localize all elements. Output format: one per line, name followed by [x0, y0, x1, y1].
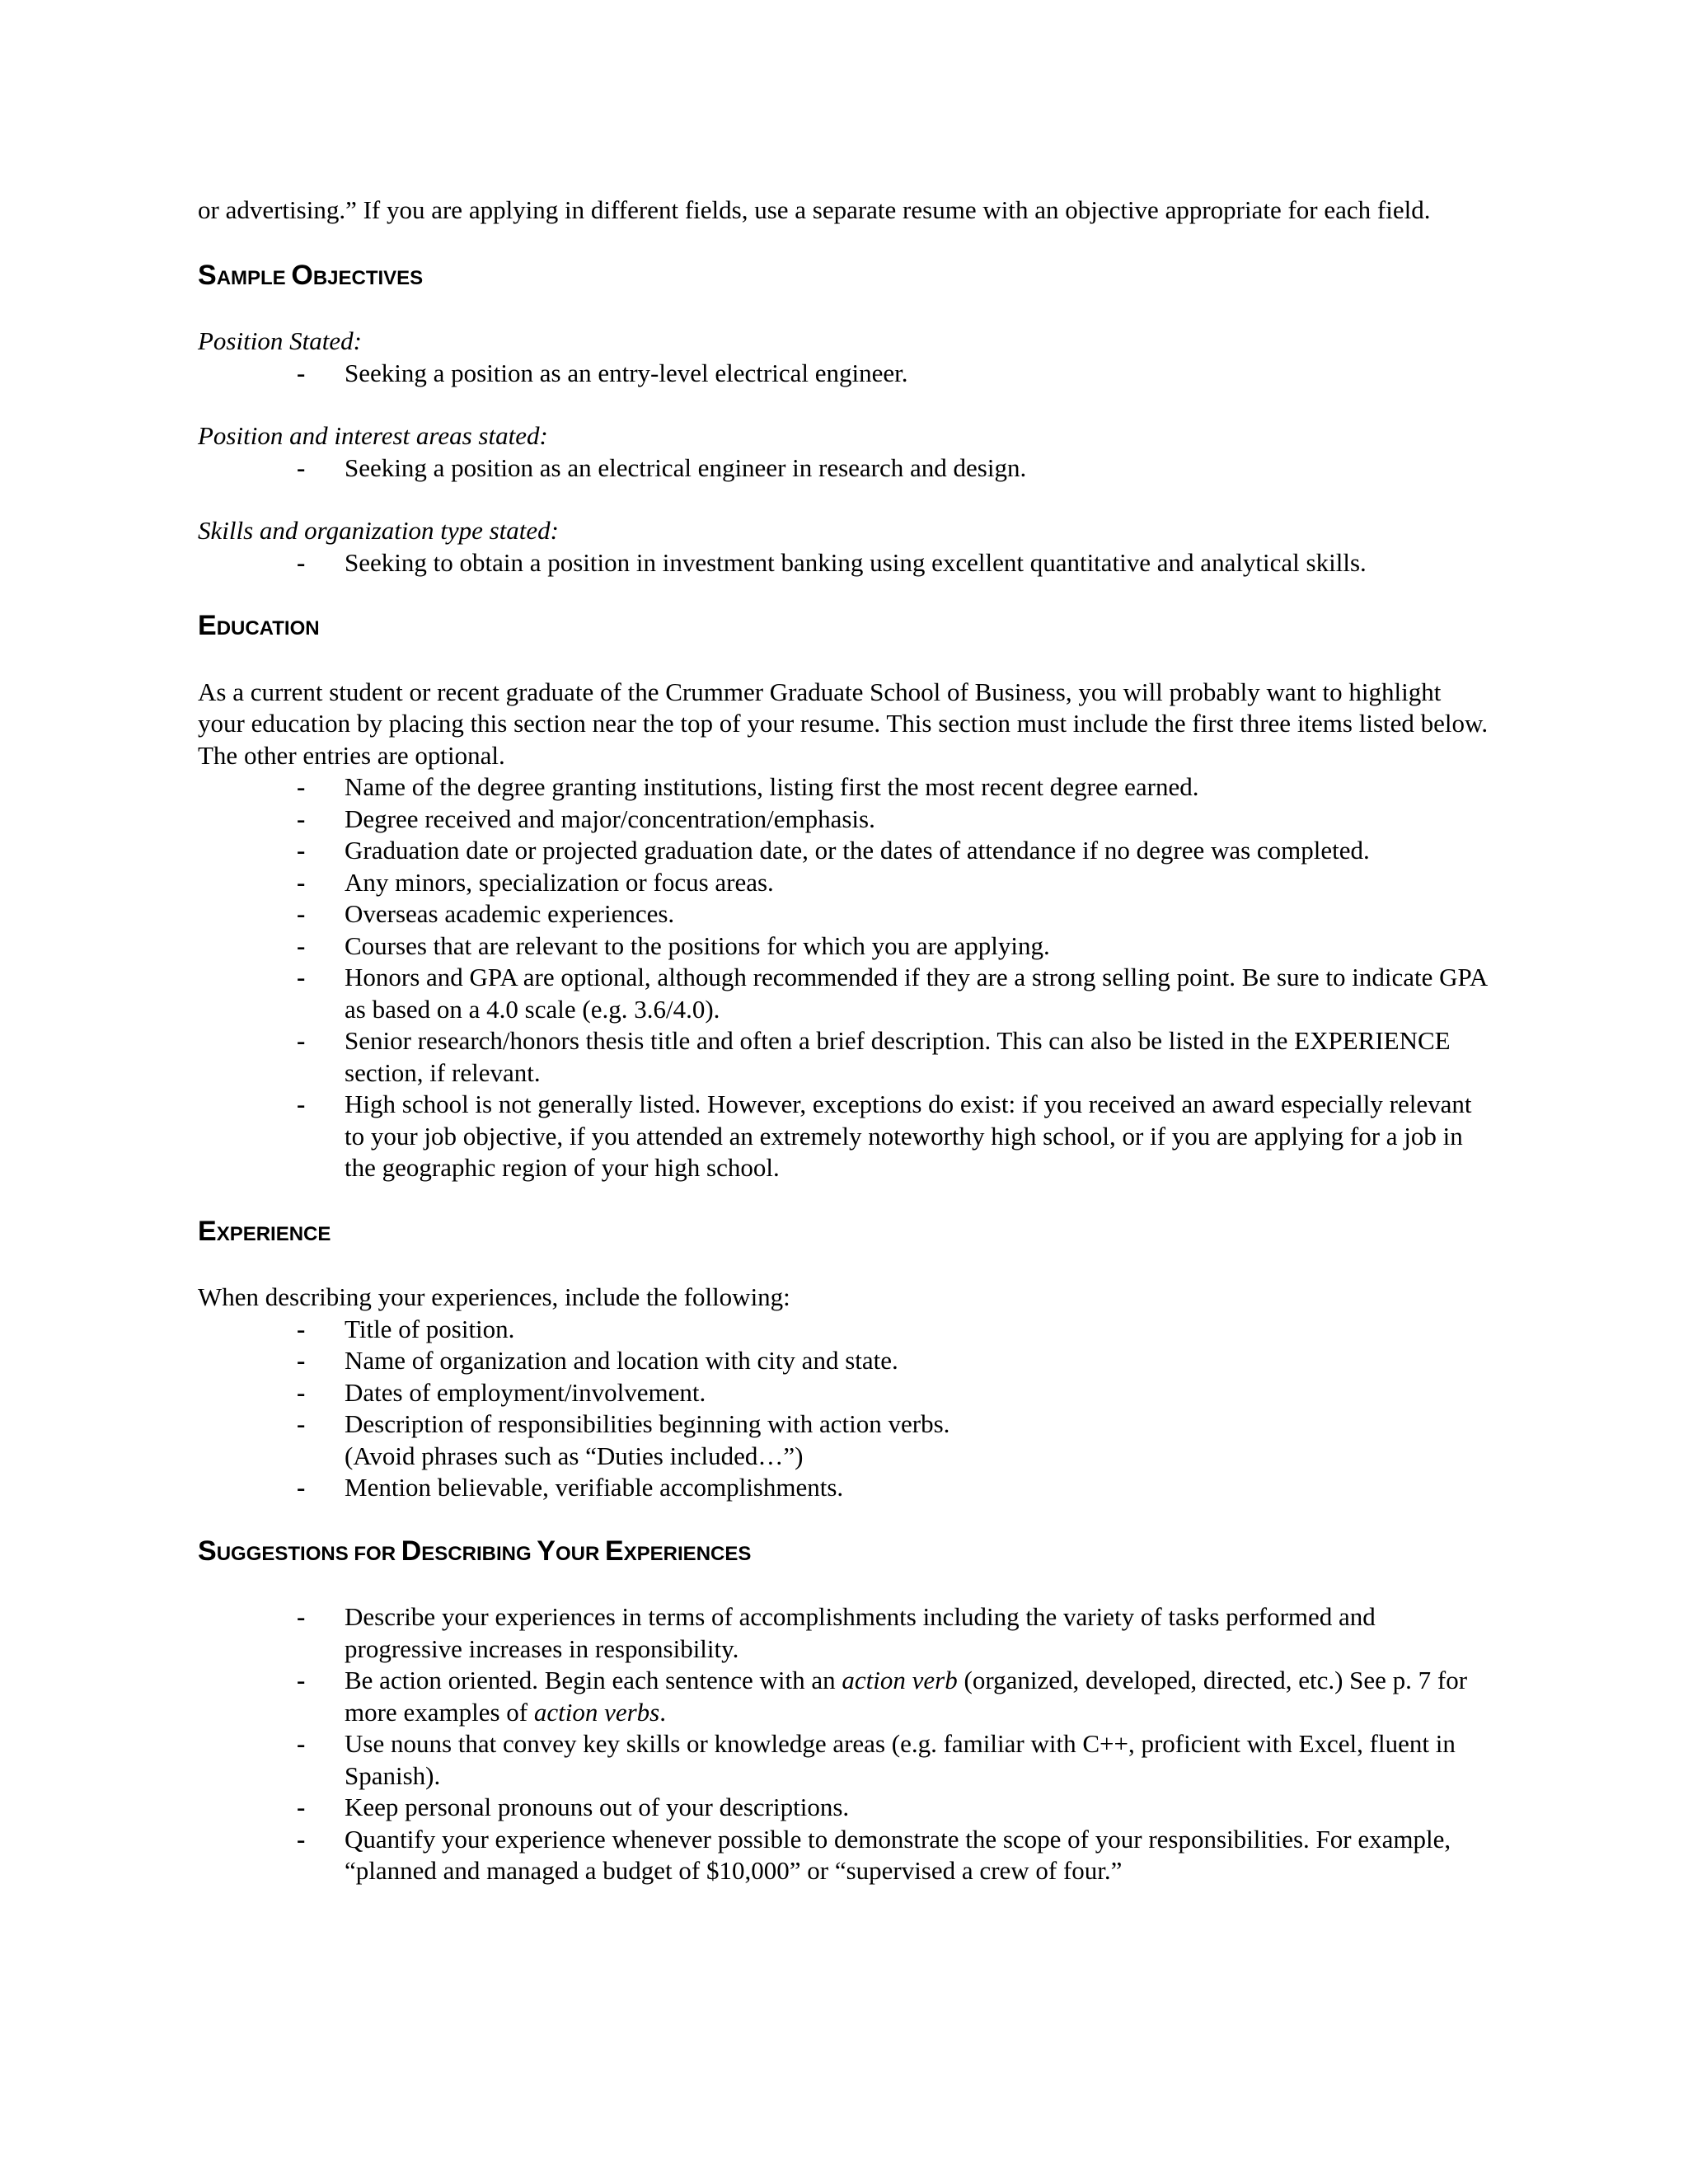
heading-experience: EXPERIENCE — [198, 1215, 331, 1247]
dash-bullet: - — [297, 899, 306, 928]
objective-label-1: Position Stated: — [198, 326, 362, 355]
experience-intro: When describing your experiences, include the following: — [198, 1282, 790, 1311]
objective-label-3: Skills and organization type stated: — [198, 516, 559, 545]
list-item: - Overseas academic experiences. — [345, 898, 1492, 930]
experience-list — [198, 1314, 1492, 1504]
list-item: - Graduation date or projected graduation date, or the dates of attendance if no degree was completed. — [345, 835, 1492, 867]
dash-bullet: - — [297, 1314, 306, 1343]
dash-bullet: - — [297, 1090, 306, 1118]
dash-bullet: - — [297, 867, 306, 897]
list-item: - Name of organization and location with city and state. — [345, 1345, 1492, 1377]
list-item: - Quantify your experience whenever possible to demonstrate the scope of your responsibilities. For example, “planned and managed a budget of $10,000” or “supervised a crew of four.” — [297, 1824, 1451, 1885]
list-item: - Mention believable, verifiable accomplishments. — [345, 1472, 1492, 1504]
list-item: - Keep personal pronouns out of your descriptions. — [345, 1792, 1492, 1824]
list-item: - Any minors, specialization or focus areas. — [345, 867, 1492, 899]
dash-bullet: - — [297, 930, 306, 960]
heading-suggestions: SUGGESTIONS FOR DESCRIBING YOUR EXPERIENCES — [198, 1535, 752, 1567]
list-item: - Senior research/honors thesis title and often a brief description. This can also be listed in the EXPERIENCE section, if relevant. — [297, 1026, 1451, 1087]
objective-list-2 — [198, 452, 1492, 485]
list-item: - Honors and GPA are optional, although recommended if they are a strong selling point. Be sure to indicate GPA as based on a 4.0 scale (e.g. 3.6/4.0). — [297, 963, 1487, 1024]
education-intro: As a current student or recent graduate of the Crummer Graduate School of Business, you will probably want to highlight your education by placing this section near the top of your resume. This section must include the first three items listed below. The other entries are optional. — [198, 677, 1489, 770]
suggestions-list — [198, 1601, 1492, 1887]
dash-bullet: - — [297, 804, 306, 833]
list-item: - High school is not generally listed. However, exceptions do exist: if you received an award especially relevant to your job objective, if you attended an extremely noteworthy high school, or if you are applying for a job in the geographic region of your high school. — [297, 1090, 1472, 1182]
emphasis-action-verbs: action verbs — [533, 1697, 660, 1727]
emphasis-action-verb: action verb — [842, 1666, 958, 1694]
heading-sample-objectives: SAMPLE OBJECTIVES — [198, 259, 424, 291]
list-item: - Be action oriented. Begin each sentence with an action verb (organized, developed, directed, etc.) See p. 7 for more examples of action verbs. — [297, 1666, 1468, 1727]
dash-bullet: - — [297, 1602, 306, 1631]
dash-bullet: - — [297, 1026, 306, 1055]
list-item: - Seeking a position as an electrical engineer in research and design. — [345, 452, 1492, 485]
objective-list-1 — [198, 358, 1492, 390]
list-item: - Describe your experiences in terms of accomplishments including the variety of tasks performed and progressive increases in responsibility. — [297, 1602, 1376, 1663]
objective-list-3 — [198, 547, 1492, 579]
list-item: - Seeking a position as an entry-level electrical engineer. — [345, 358, 1492, 390]
list-item: - Courses that are relevant to the positions for which you are applying. — [345, 930, 1492, 963]
intro-paragraph: or advertising.” If you are applying in different fields, use a separate resume with an objective appropriate for each field. — [198, 195, 1431, 224]
dash-bullet: - — [297, 1824, 306, 1854]
dash-bullet: - — [297, 452, 306, 482]
dash-bullet: - — [297, 1346, 306, 1375]
heading-education: EDUCATION — [198, 610, 320, 641]
list-item: - Dates of employment/involvement. — [345, 1377, 1492, 1409]
list-item: - Seeking to obtain a position in investment banking using excellent quantitative and analytical skills. — [345, 547, 1492, 579]
document-page — [198, 194, 1492, 1887]
dash-bullet: - — [297, 1473, 306, 1502]
dash-bullet: - — [297, 836, 306, 865]
list-item: - Name of the degree granting institutions, listing first the most recent degree earned. — [345, 771, 1492, 804]
dash-bullet: - — [297, 358, 306, 387]
dash-bullet: - — [297, 1793, 306, 1821]
dash-bullet: - — [297, 963, 306, 991]
education-list — [198, 771, 1492, 1184]
dash-bullet: - — [297, 1409, 306, 1438]
dash-bullet: - — [297, 547, 306, 577]
dash-bullet: - — [297, 1377, 306, 1407]
list-item: - Description of responsibilities beginning with action verbs. (Avoid phrases such as “Duties included…”) — [345, 1408, 1492, 1472]
dash-bullet: - — [297, 1666, 306, 1694]
list-item: - Degree received and major/concentration/emphasis. — [345, 804, 1492, 836]
dash-bullet: - — [297, 1729, 306, 1758]
list-item: - Title of position. — [345, 1314, 1492, 1346]
list-item: - Use nouns that convey key skills or knowledge areas (e.g. familiar with C++, proficient with Excel, fluent in Spanish). — [297, 1729, 1456, 1790]
list-item-subtext: (Avoid phrases such as “Duties included…”) — [345, 1441, 804, 1470]
objective-label-2: Position and interest areas stated: — [198, 421, 548, 450]
dash-bullet: - — [297, 772, 306, 801]
